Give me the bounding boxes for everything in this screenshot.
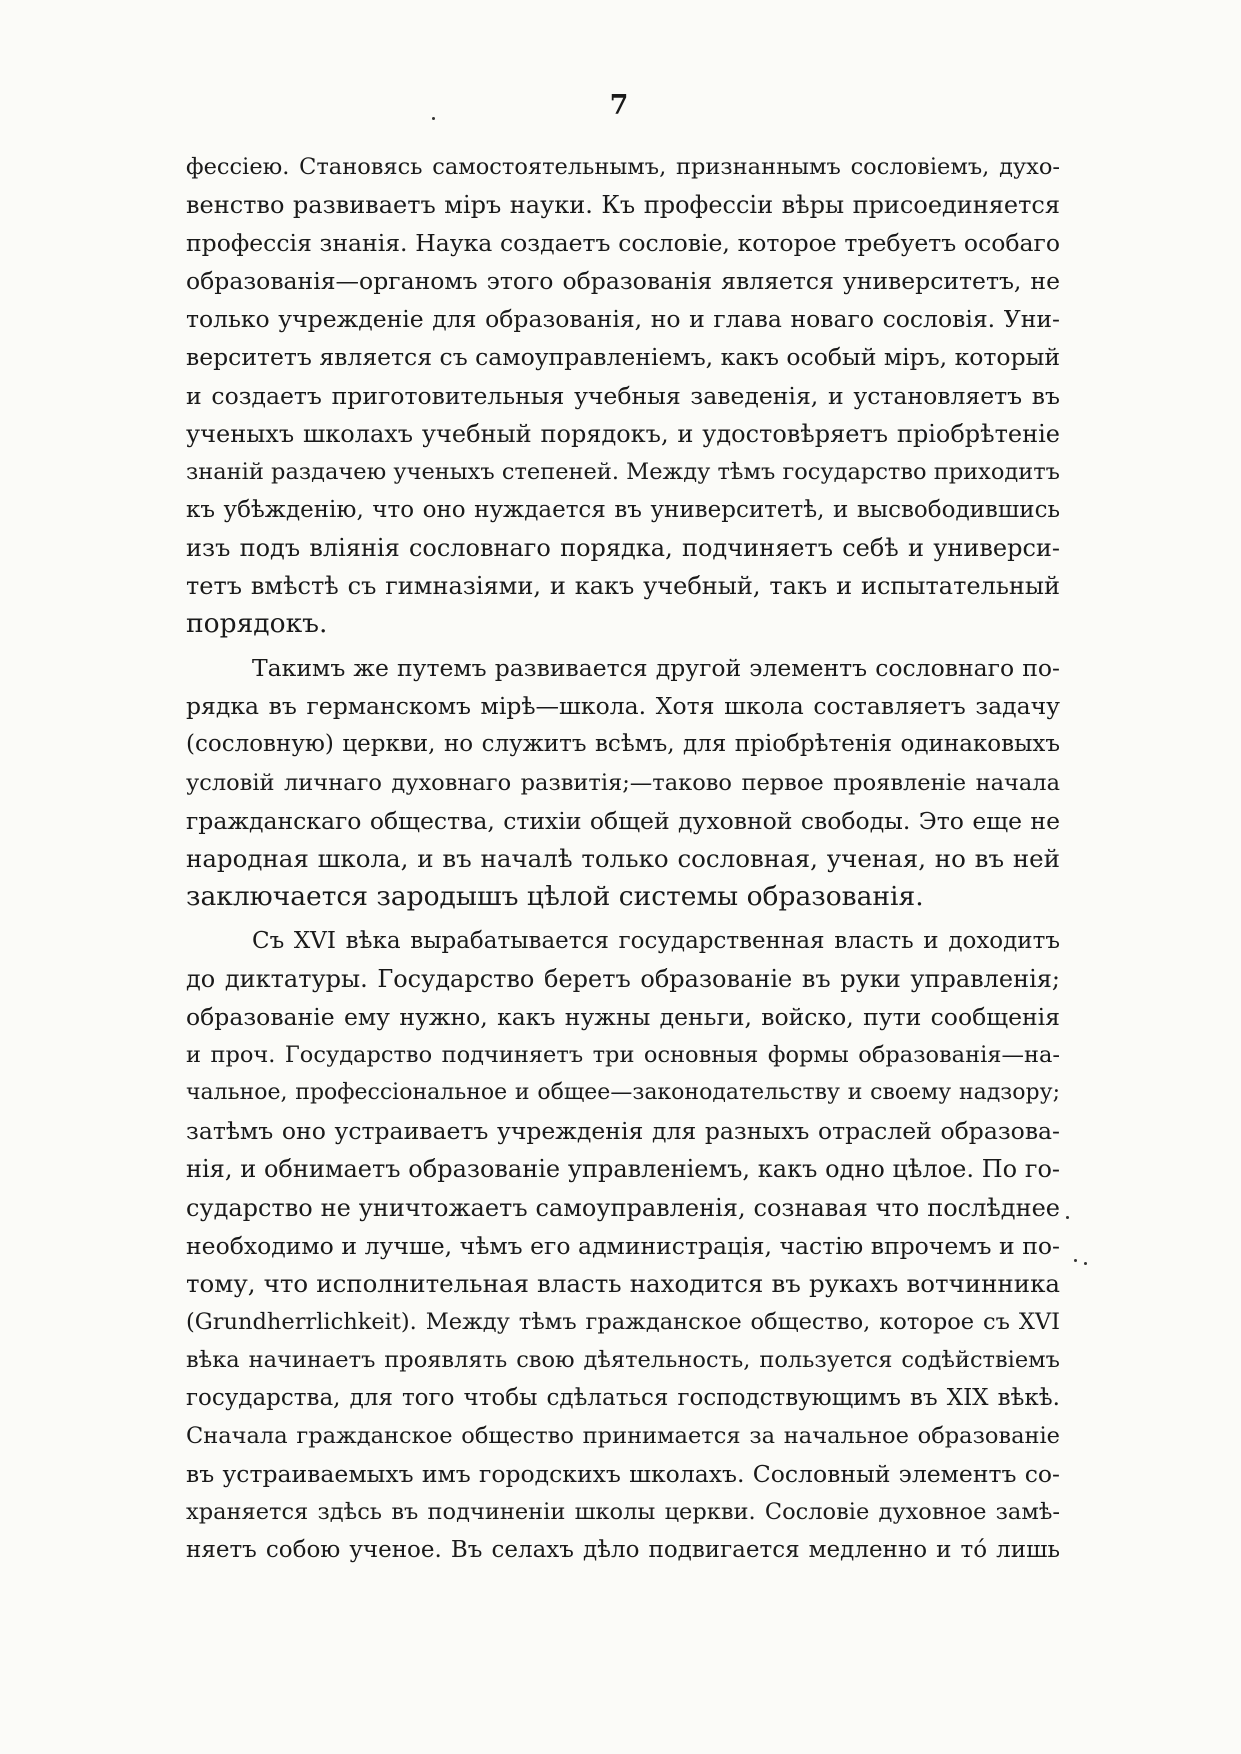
text-line: народная школа, и въ началѣ только сословная, ученая, но въ ней xyxy=(186,843,1060,873)
text-line: (Grundherrlichkeit). Между тѣмъ гражданское общество, которое съ XVI xyxy=(186,1308,1060,1335)
paragraph-1 xyxy=(186,148,1060,643)
text-line: порядокъ. xyxy=(186,608,328,640)
text-line: нiя, и обнимаетъ образованiе управленiемъ, какъ одно цѣлое. По го- xyxy=(186,1155,1060,1184)
scan-speck xyxy=(1074,1259,1077,1262)
text-line: Сначала гражданское общество принимается за начальное образованiе xyxy=(186,1423,1060,1450)
paragraph-2 xyxy=(186,649,1060,916)
text-line: Съ XVI вѣка вырабатывается государственная власть и доходитъ xyxy=(252,927,1060,954)
text-line: (сословную) церкви, но служитъ всѣмъ, для прiобрѣтенiя одинаковыхъ xyxy=(186,731,1060,758)
text-line: и проч. Государство подчиняетъ три основныя формы образованiя—на- xyxy=(186,1042,1060,1069)
text-line: заключается зародышъ цѣлой системы образованiя. xyxy=(186,880,924,912)
text-line: гражданскаго общества, стихiи общей духовной свободы. Это еще не xyxy=(186,806,1060,835)
text-line: къ убѣжденiю, что оно нуждается въ университетѣ, и высвободившись xyxy=(186,496,1060,523)
text-line: верситетъ является съ самоуправленiемъ, какъ особый мiръ, который xyxy=(186,343,1060,372)
text-line: профессiя знанiя. Наука создаетъ сословiе, которое требуетъ особаго xyxy=(186,229,1060,258)
text-line: чальное, профессiональное и общее—законодательству и своему надзору; xyxy=(186,1080,1060,1106)
text-line: образованiе ему нужно, какъ нужны деньги, войско, пути сообщенiя xyxy=(186,1003,1060,1032)
text-line: храняется здѣсь въ подчиненiи школы церкви. Сословiе духовное замѣ- xyxy=(186,1499,1060,1526)
page-number: 7 xyxy=(609,90,629,121)
text-line: необходимо и лучше, чѣмъ его администрацiя, частiю впрочемъ и по- xyxy=(186,1231,1060,1260)
text-line: въ устраиваемыхъ имъ городскихъ школахъ. Сословный элементъ со- xyxy=(186,1460,1060,1489)
text-line: сударство не уничтожаетъ самоуправленiя, сознавая что послѣднее xyxy=(186,1193,1060,1222)
text-line: изъ подъ влiянiя сословнаго порядка, подчиняетъ себѣ и универси- xyxy=(186,533,1060,562)
body-text xyxy=(186,148,1060,1569)
text-line: рядка въ германскомъ мiрѣ—школа. Хотя школа составляетъ задачу xyxy=(186,692,1060,721)
text-line: Такимъ же путемъ развивается другой элементъ сословнаго по- xyxy=(252,654,1060,683)
scan-speck xyxy=(432,117,435,120)
text-line: фессiею. Становясь самостоятельнымъ, признаннымъ сословiемъ, духо- xyxy=(186,154,1060,180)
text-line: затѣмъ оно устраиваетъ учрежденiя для разныхъ отраслей образова- xyxy=(186,1117,1060,1146)
text-line: государства, для того чтобы сдѣлаться господствующимъ въ XIX вѣкѣ. xyxy=(186,1385,1060,1411)
text-line: няетъ собою ученое. Въ селахъ дѣло подвигается медленно и тó лишь xyxy=(186,1537,1060,1564)
text-line: образованiя—органомъ этого образованiя является университетъ, не xyxy=(186,267,1060,296)
text-line: и создаетъ приготовительныя учебныя заведенiя, и установляетъ въ xyxy=(186,381,1060,410)
text-line: условiй личнаго духовнаго развитiя;—таково первое проявленiе начала xyxy=(186,769,1060,796)
scan-speck xyxy=(1084,1262,1087,1265)
text-line: только учрежденiе для образованiя, но и глава новаго сословiя. Уни- xyxy=(186,305,1060,334)
text-line: до диктатуры. Государство беретъ образованiе въ руки управленiя; xyxy=(186,964,1060,993)
text-line: тому, что исполнительная власть находится въ рукахъ вотчинника xyxy=(186,1268,1060,1298)
text-line: знанiй раздачею ученыхъ степеней. Между тѣмъ государство приходитъ xyxy=(186,458,1060,485)
text-line: тетъ вмѣстѣ съ гимназiями, и какъ учебный, такъ и испытательный xyxy=(186,572,1060,601)
text-line: венство развиваетъ мiръ науки. Къ профессiи вѣры присоединяется xyxy=(186,191,1060,220)
paragraph-3 xyxy=(186,922,1060,1570)
text-line: вѣка начинаетъ проявлять свою дѣятельность, пользуется содѣйствiемъ xyxy=(186,1346,1060,1373)
text-line: ученыхъ школахъ учебный порядокъ, и удостовѣряетъ прiобрѣтенiе xyxy=(186,419,1060,448)
scan-speck xyxy=(1066,1216,1069,1219)
